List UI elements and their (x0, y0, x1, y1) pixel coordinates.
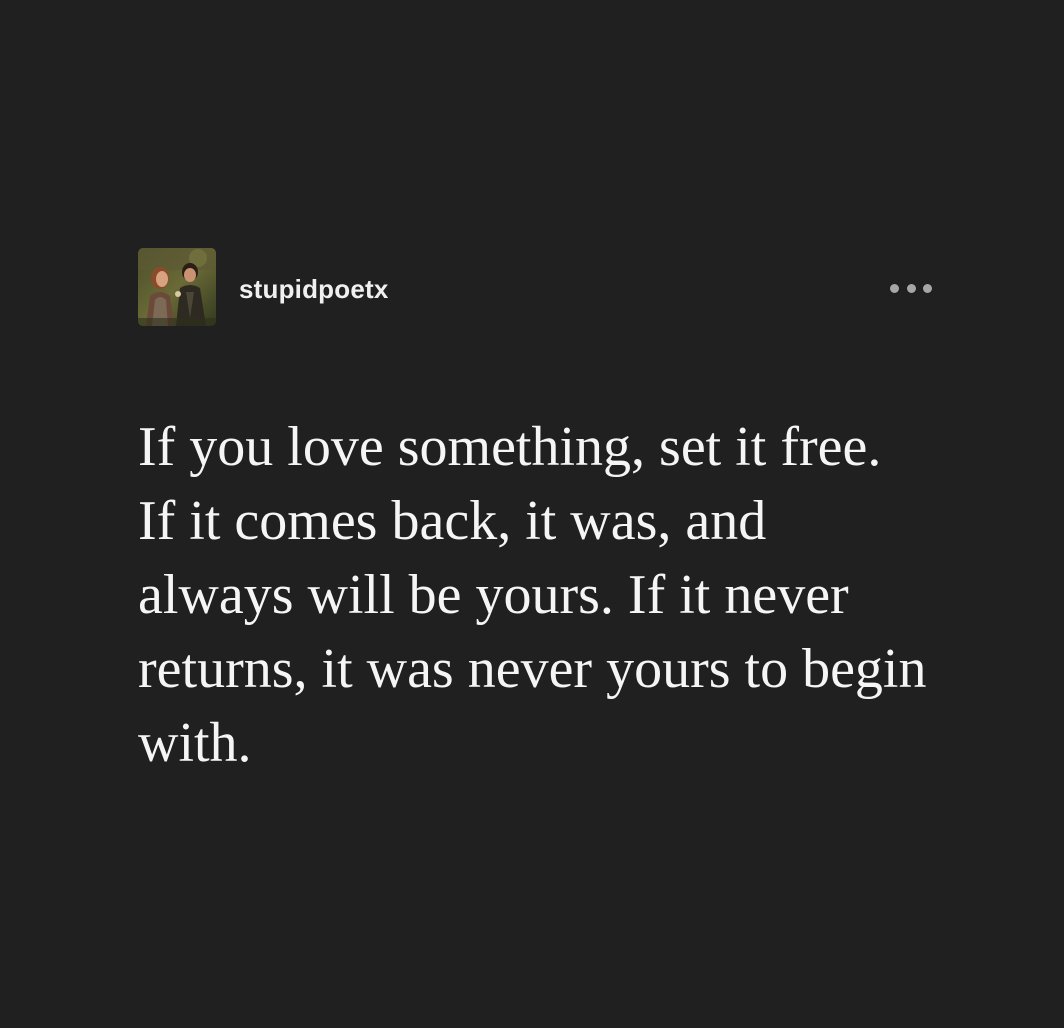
username[interactable]: stupidpoetx (239, 274, 389, 304)
post-header (138, 248, 932, 328)
more-horizontal-icon (907, 284, 916, 293)
post-card (138, 248, 932, 774)
more-horizontal-icon (890, 284, 899, 293)
avatar-image (138, 248, 216, 326)
more-options-button[interactable] (890, 278, 932, 298)
more-horizontal-icon (923, 284, 932, 293)
post-body-text: If you love something, set it free. If it comes back, it was, and always will be yours. If it never returns, it was never yours to begin with. (138, 416, 927, 774)
avatar[interactable] (138, 248, 216, 326)
